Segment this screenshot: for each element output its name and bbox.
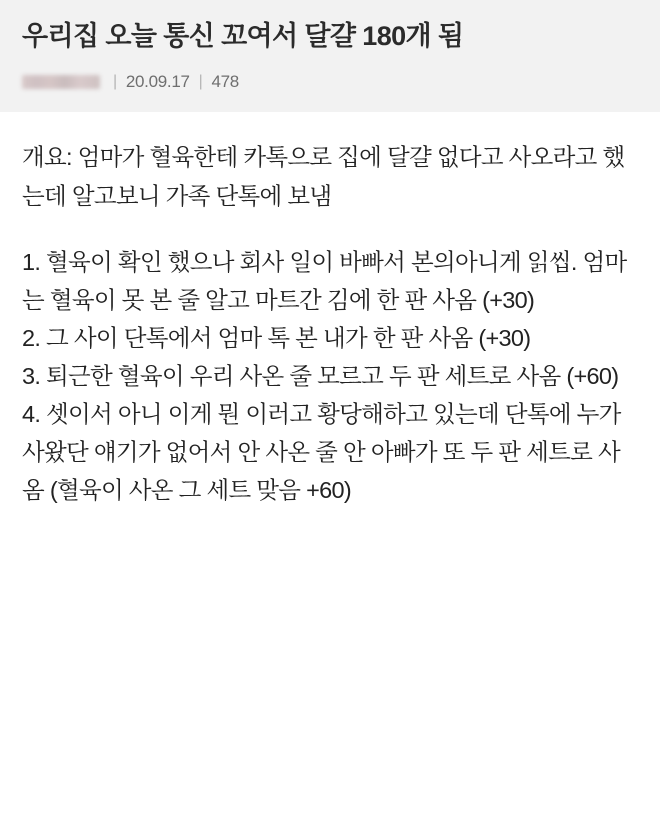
post-list-item-4: 4. 셋이서 아니 이게 뭔 이러고 황당해하고 있는데 단톡에 누가 사왔단 얘기가 없어서 안 사온 줄 안 아빠가 또 두 판 세트로 사옴 (혈육이 사온 그 세트 맞음 +60) [22,400,621,503]
post-date: 20.09.17 [125,72,190,92]
post-list-item-2: 2. 그 사이 단톡에서 엄마 톡 본 내가 한 판 사옴 (+30) [22,324,531,351]
author-name-blurred [22,75,100,89]
post-meta [22,72,638,98]
meta-separator-2: | [198,73,203,91]
post-list-item-1: 1. 혈육이 확인 했으나 회사 일이 바빠서 본의아니게 읽씹. 엄마는 혈육이 못 본 줄 알고 마트간 김에 한 판 사옴 (+30) [22,248,627,313]
page-title: 우리집 오늘 통신 꼬여서 달걀 180개 됨 [22,21,464,51]
view-count: 478 [211,72,239,92]
post-body [0,112,660,825]
meta-separator-1: | [113,73,117,91]
post-summary: 개요: 엄마가 혈육한테 카톡으로 집에 달걀 없다고 사오라고 했는데 알고보니 가족 단톡에 보냄 [22,144,625,209]
post-header [0,0,660,112]
post-list-item-3: 3. 퇴근한 혈육이 우리 사온 줄 모르고 두 판 세트로 사옴 (+60) [22,362,619,389]
